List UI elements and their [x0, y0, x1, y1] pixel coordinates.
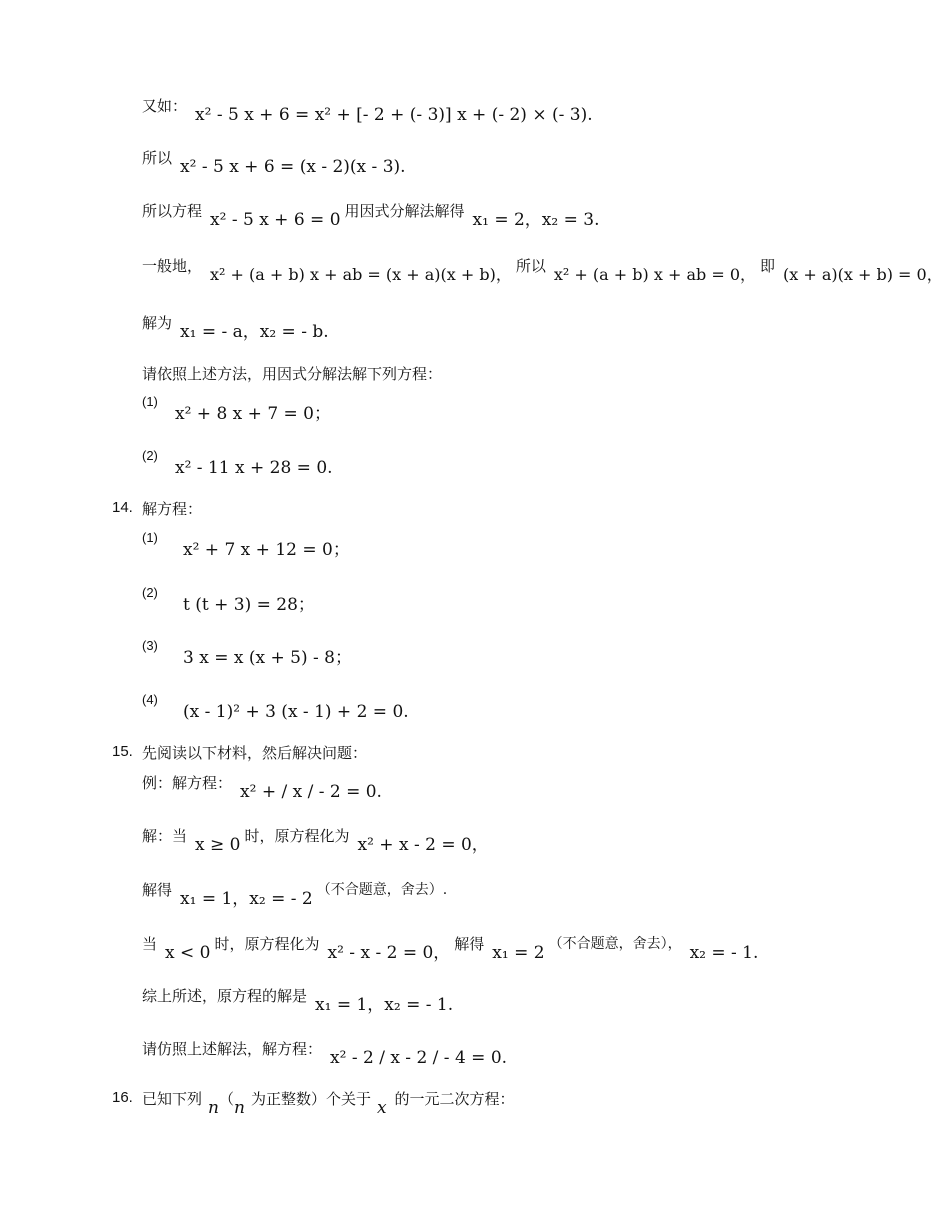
- lead-text: 请仿照上述解法，解方程：: [142, 1040, 323, 1058]
- mid-text: 用因式分解法解得: [344, 202, 465, 220]
- math-expression: x² + (a + b) x + ab = (x + a)(x + b)，: [210, 265, 512, 284]
- text-part: （: [218, 1090, 234, 1108]
- math-condition: x < 0: [165, 943, 211, 963]
- math-expression: (x + a)(x + b) = 0，: [783, 265, 943, 284]
- solution-summary: [142, 986, 457, 1015]
- lead-text: 解得: [142, 881, 173, 899]
- q14-equation-3: [183, 639, 356, 668]
- text-part: 的一元二次方程：: [394, 1090, 515, 1108]
- sub-label: (3): [142, 638, 158, 653]
- sub-equation-2: [175, 449, 337, 478]
- lead-text: 所以: [142, 149, 173, 167]
- question-title-15: [142, 743, 375, 763]
- lead-text: 综上所述，原方程的解是: [142, 987, 308, 1005]
- example-equation: [142, 773, 386, 802]
- math-expression: x₁ = 1，x₂ = - 2: [180, 889, 313, 909]
- math-expression: x₁ = 2: [492, 943, 545, 963]
- q14-equation-4: [183, 693, 413, 722]
- example-line-3: [142, 201, 603, 230]
- math-expression: x² + / x / - 2 = 0.: [240, 782, 382, 802]
- sub-label: (2): [142, 585, 158, 600]
- mid-text: 解得: [454, 935, 485, 953]
- math-expression: x² - 5 x + 6 = 0: [210, 210, 341, 230]
- note-text: （不合题意，舍去）.: [316, 882, 448, 898]
- math-expression: x² - 5 x + 6 = (x - 2)(x - 3).: [180, 157, 406, 177]
- lead-text: 当: [142, 935, 158, 953]
- math-expression: 3 x = x (x + 5) - 8；: [183, 648, 352, 668]
- math-expression: x² - x - 2 = 0，: [327, 943, 451, 963]
- question-title: 解方程：: [142, 500, 203, 518]
- math-expression: x² - 5 x + 6 = x² + [- 2 + (- 3)] x + (- 2) × (- 3).: [195, 105, 593, 125]
- question-number-14: 14.: [112, 499, 133, 516]
- sub-label: (2): [142, 448, 158, 463]
- math-variable: x: [376, 1098, 387, 1118]
- question-number-16: 16.: [112, 1089, 133, 1106]
- math-expression: x₁ = 2，x₂ = 3.: [472, 210, 600, 230]
- question-number-15: 15.: [112, 743, 133, 760]
- math-expression: x₁ = 1，x₂ = - 1.: [315, 995, 454, 1015]
- instruction-text: 请依照上述方法，用因式分解法解下列方程：: [142, 365, 443, 383]
- solution-line: [142, 313, 333, 342]
- math-expression: x₂ = - 1.: [689, 943, 759, 963]
- mid-text: 所以: [515, 257, 546, 275]
- question-title: 先阅读以下材料，然后解决问题：: [142, 744, 368, 762]
- math-expression: x² - 11 x + 28 = 0.: [175, 458, 333, 478]
- note-text: （不合题意，舍去），: [548, 936, 682, 952]
- sub-equation-1: [175, 395, 335, 424]
- lead-text: 所以方程: [142, 202, 203, 220]
- solution-case-1-result: [142, 880, 455, 909]
- math-variable: n: [233, 1098, 245, 1118]
- question-title-16: [142, 1089, 523, 1118]
- general-line: [142, 256, 947, 284]
- q14-equation-1: [183, 531, 354, 560]
- math-expression: x² + 8 x + 7 = 0；: [175, 404, 331, 424]
- lead-text: 又如：: [142, 97, 188, 115]
- instruction-line: [142, 364, 450, 384]
- math-expression: x₁ = - a，x₂ = - b.: [180, 322, 329, 342]
- lead-text: 解为: [142, 314, 173, 332]
- lead-text: 例：解方程：: [142, 774, 233, 792]
- math-variable: n: [208, 1098, 219, 1118]
- math-expression: x² - 2 / x - 2 / - 4 = 0.: [330, 1048, 508, 1068]
- q14-equation-2: [183, 586, 319, 615]
- math-expression: (x - 1)² + 3 (x - 1) + 2 = 0.: [183, 702, 409, 722]
- text-part: 已知下列: [142, 1090, 203, 1108]
- math-condition: x ≥ 0: [195, 835, 241, 855]
- example-line-2: [142, 148, 410, 177]
- solution-case-1: [142, 826, 493, 855]
- mid-text: 时，原方程化为: [244, 827, 350, 845]
- sub-label: (1): [142, 530, 158, 545]
- example-line-1: [142, 96, 597, 125]
- mid-text: 时，原方程化为: [214, 935, 320, 953]
- sub-label: (4): [142, 692, 158, 707]
- task-equation: [142, 1039, 511, 1068]
- sub-label: (1): [142, 394, 158, 409]
- math-expression: x² + x - 2 = 0，: [357, 835, 489, 855]
- text-part: 为正整数）个关于: [250, 1090, 371, 1108]
- mid-text: 即: [760, 257, 776, 275]
- math-expression: t (t + 3) = 28；: [183, 595, 315, 615]
- lead-text: 一般地，: [142, 257, 203, 275]
- question-title-14: [142, 499, 210, 519]
- math-expression: x² + 7 x + 12 = 0；: [183, 540, 350, 560]
- math-expression: x² + (a + b) x + ab = 0，: [553, 265, 756, 284]
- solution-case-2: [142, 934, 762, 963]
- lead-text: 解：当: [142, 827, 188, 845]
